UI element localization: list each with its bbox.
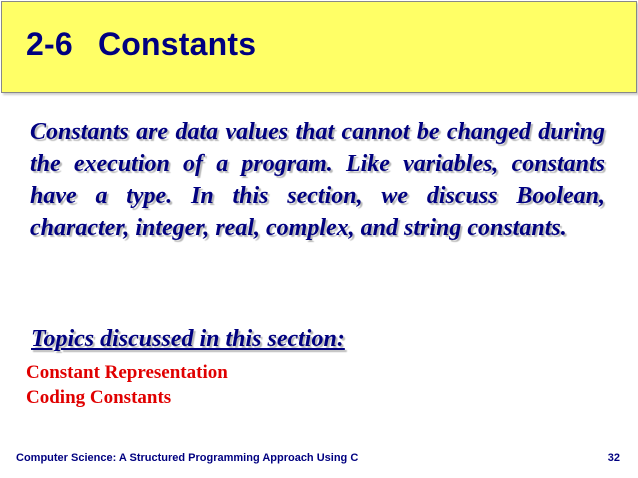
section-title: Constants bbox=[98, 26, 257, 62]
topics-heading: Topics discussed in this section: bbox=[31, 326, 345, 352]
intro-paragraph: Constants are data values that cannot be changed during the execution of a program. Like variables, constants have a type. In this section, we discuss Boolean, character, integer, real, complex, and string constants. bbox=[30, 119, 605, 241]
section-number: 2-6 bbox=[26, 26, 73, 62]
title-bar bbox=[1, 1, 637, 93]
footer-page-number: 32 bbox=[607, 452, 620, 464]
slide-title bbox=[26, 26, 256, 63]
topic-item: Constant Representation bbox=[26, 362, 228, 383]
topics-list bbox=[26, 360, 228, 410]
footer-book-title: Computer Science: A Structured Programming Approach Using C bbox=[16, 452, 359, 464]
topic-item: Coding Constants bbox=[26, 387, 172, 408]
